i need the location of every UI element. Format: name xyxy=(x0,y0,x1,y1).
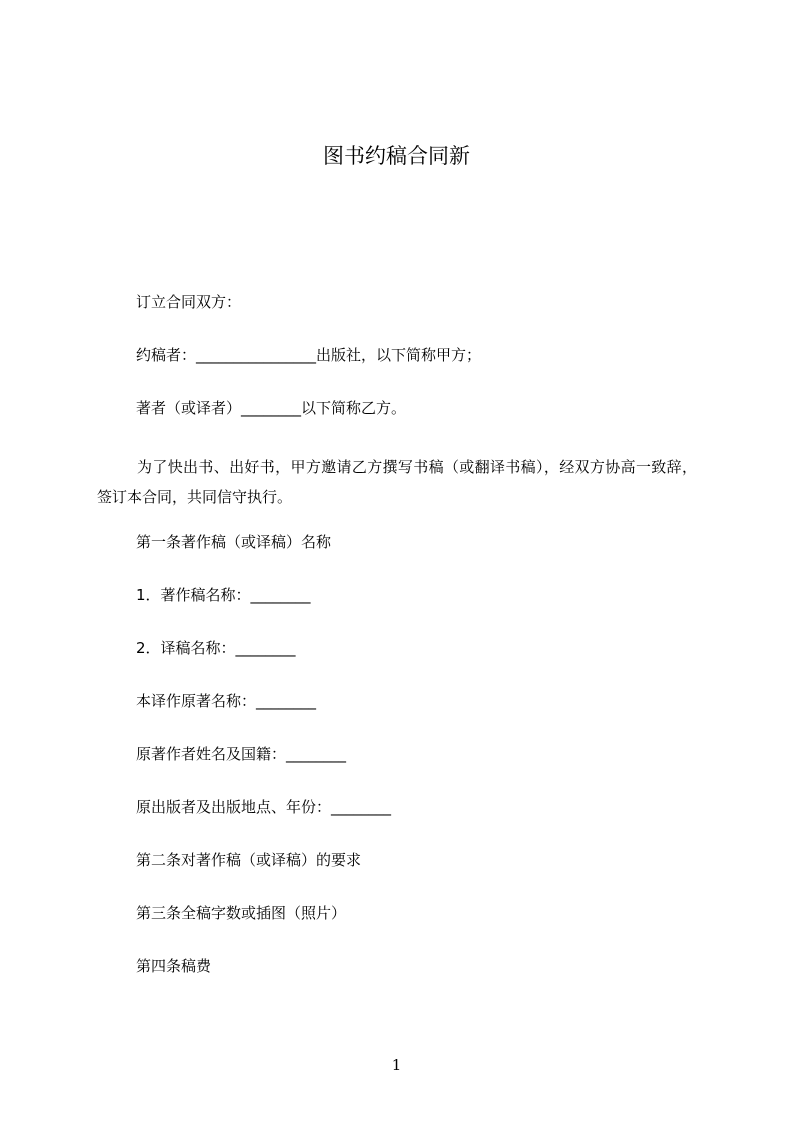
article-2-heading: 第二条对著作稿（或译稿）的要求 xyxy=(136,851,362,869)
original-publisher-line: 原出版者及出版地点、年份：________ xyxy=(136,798,392,816)
publisher-line: 约稿者：________________出版社，以下简称甲方； xyxy=(136,346,482,364)
original-title-line: 本译作原著名称：________ xyxy=(136,692,317,710)
article-3-heading: 第三条全稿字数或插图（照片） xyxy=(136,904,347,922)
article-4-heading: 第四条稿费 xyxy=(136,957,212,975)
article-1-heading: 第一条著作稿（或译稿）名称 xyxy=(136,533,332,551)
author-line: 著者（或译者）________以下简称乙方。 xyxy=(136,399,407,417)
original-author-line: 原著作者姓名及国籍：________ xyxy=(136,745,347,763)
page-number: 1 xyxy=(391,1056,402,1074)
intro-paragraph: 为了快出书、出好书，甲方邀请乙方撰写书稿（或翻译书稿），经双方协高一致辞，签订本合同，共同信守执行。 xyxy=(97,458,697,506)
document-title: 图书约稿合同新 xyxy=(323,144,470,168)
item-2-line: 2．译稿名称：________ xyxy=(136,639,296,657)
contract-parties-heading: 订立合同双方： xyxy=(136,293,242,311)
item-1-line: 1．著作稿名称：________ xyxy=(136,586,311,604)
